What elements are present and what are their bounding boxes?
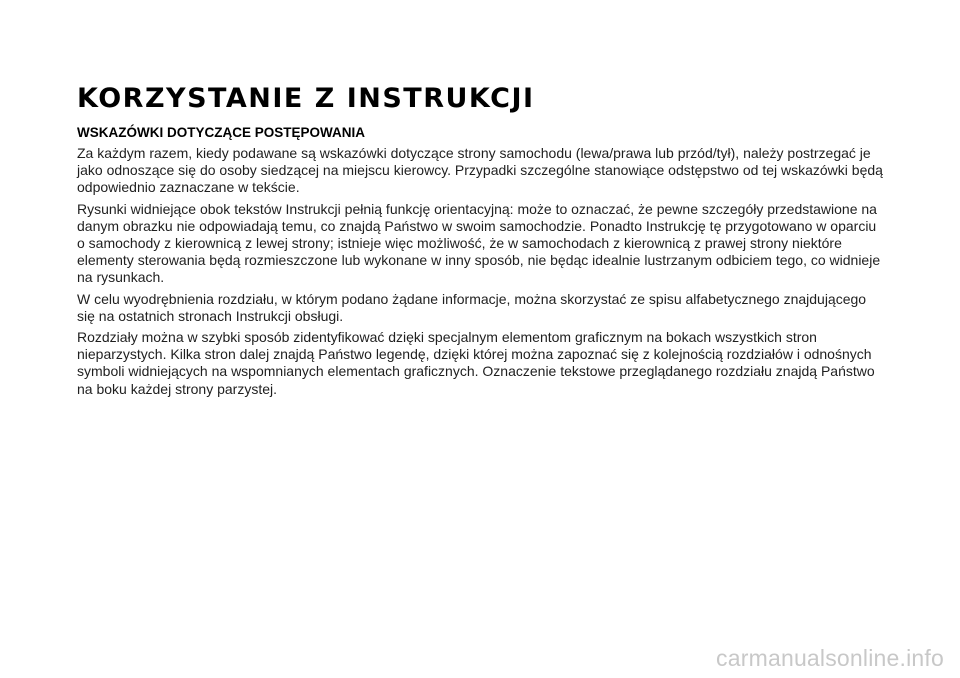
- body-text: [77, 145, 887, 402]
- page-title: KORZYSTANIE Z INSTRUKCJI: [77, 83, 535, 114]
- watermark-link[interactable]: carmanualsonline.info: [716, 645, 944, 671]
- paragraph: Rysunki widniejące obok tekstów Instrukcji pełnią funkcję orientacyjną: może to oznaczać, że pewne szczegóły przedstawione na danym obrazku nie odpowiadają temu, co znajdą Państwo w swoim samochodzie. Ponadto Instrukcję tę przygotowano w oparciu o samochody z kierownicą z lewej strony; istnieje więc możliwość, że w samochodach z kierownicą z prawej strony niektóre elementy sterowania będą rozmieszczone lub wykonane w inny sposób, nie będąc idealnie lustrzanym odbiciem tego, co widnieje na rysunkach.: [77, 200, 881, 286]
- paragraph: Rozdziały można w szybki sposób zidentyfikować dzięki specjalnym elementom graficznym na bokach wszystkich stron nieparzystych. Kilka stron dalej znajdą Państwo legendę, dzięki której można zapoznać się z kolejnością rozdziałów i odnośnych symboli widniejących na wspomnianych elementach graficznych. Oznaczenie tekstowe przeglądanego rozdziału znajdą Państwo na boku każdej strony parzystej.: [77, 329, 875, 397]
- paragraph: Za każdym razem, kiedy podawane są wskazówki dotyczące strony samochodu (lewa/prawa lub przód/tył), należy postrzegać je jako odnoszące się do osoby siedzącej na miejscu kierowcy. Przypadki szczególne stanowiące odstępstwo od tej wskazówki będą odpowiednio zaznaczane w tekście.: [77, 145, 883, 196]
- paragraph: W celu wyodrębnienia rozdziału, w którym podano żądane informacje, można skorzystać ze spisu alfabetycznego znajdującego się na ostatnich stronach Instrukcji obsługi.: [77, 290, 867, 324]
- section-heading: WSKAZÓWKI DOTYCZĄCE POSTĘPOWANIA: [77, 125, 365, 140]
